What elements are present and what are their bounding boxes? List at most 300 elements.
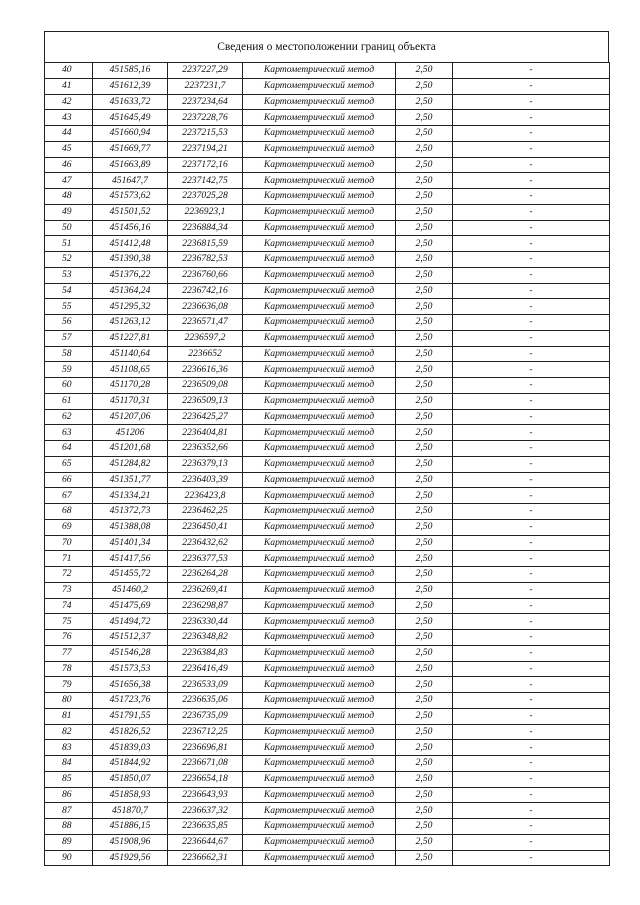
cell-coordinate-y: 2236635,85	[168, 819, 243, 835]
cell-coordinate-x: 451886,15	[93, 819, 168, 835]
cell-point-number: 63	[45, 425, 93, 441]
cell-precision: 2,50	[396, 661, 453, 677]
table-row	[45, 787, 610, 803]
cell-coordinate-x: 451201,68	[93, 441, 168, 457]
cell-description: -	[453, 614, 610, 630]
cell-method: Картометрический метод	[243, 110, 396, 126]
cell-precision: 2,50	[396, 834, 453, 850]
cell-point-number: 40	[45, 63, 93, 79]
cell-method: Картометрический метод	[243, 141, 396, 157]
cell-method: Картометрический метод	[243, 94, 396, 110]
cell-description: -	[453, 267, 610, 283]
cell-coordinate-y: 2236597,2	[168, 330, 243, 346]
cell-point-number: 66	[45, 472, 93, 488]
cell-precision: 2,50	[396, 519, 453, 535]
cell-coordinate-x: 451839,03	[93, 740, 168, 756]
cell-coordinate-x: 451870,7	[93, 803, 168, 819]
table-row	[45, 299, 610, 315]
document-sheet	[44, 31, 609, 866]
cell-coordinate-y: 2236742,16	[168, 283, 243, 299]
cell-precision: 2,50	[396, 645, 453, 661]
cell-precision: 2,50	[396, 141, 453, 157]
table-row	[45, 409, 610, 425]
cell-description: -	[453, 661, 610, 677]
table-row	[45, 141, 610, 157]
cell-description: -	[453, 252, 610, 268]
cell-description: -	[453, 551, 610, 567]
cell-method: Картометрический метод	[243, 267, 396, 283]
cell-point-number: 65	[45, 456, 93, 472]
cell-point-number: 56	[45, 315, 93, 331]
table-row	[45, 567, 610, 583]
cell-coordinate-x: 451633,72	[93, 94, 168, 110]
cell-method: Картометрический метод	[243, 677, 396, 693]
table-row	[45, 126, 610, 142]
cell-method: Картометрический метод	[243, 472, 396, 488]
cell-description: -	[453, 724, 610, 740]
cell-method: Картометрический метод	[243, 756, 396, 772]
cell-coordinate-y: 2237025,28	[168, 189, 243, 205]
cell-method: Картометрический метод	[243, 819, 396, 835]
cell-description: -	[453, 126, 610, 142]
cell-method: Картометрический метод	[243, 535, 396, 551]
table-row	[45, 661, 610, 677]
cell-description: -	[453, 236, 610, 252]
table-row	[45, 803, 610, 819]
cell-point-number: 61	[45, 393, 93, 409]
cell-coordinate-y: 2236404,81	[168, 425, 243, 441]
cell-coordinate-y: 2237231,7	[168, 78, 243, 94]
table-row	[45, 94, 610, 110]
cell-method: Картометрический метод	[243, 78, 396, 94]
cell-coordinate-x: 451455,72	[93, 567, 168, 583]
cell-point-number: 64	[45, 441, 93, 457]
cell-point-number: 81	[45, 708, 93, 724]
cell-coordinate-x: 451645,49	[93, 110, 168, 126]
cell-coordinate-x: 451206	[93, 425, 168, 441]
cell-coordinate-x: 451660,94	[93, 126, 168, 142]
cell-method: Картометрический метод	[243, 425, 396, 441]
cell-method: Картометрический метод	[243, 63, 396, 79]
cell-point-number: 42	[45, 94, 93, 110]
cell-coordinate-y: 2237234,64	[168, 94, 243, 110]
cell-coordinate-x: 451364,24	[93, 283, 168, 299]
cell-coordinate-x: 451460,2	[93, 582, 168, 598]
cell-precision: 2,50	[396, 378, 453, 394]
cell-point-number: 82	[45, 724, 93, 740]
cell-precision: 2,50	[396, 456, 453, 472]
cell-coordinate-y: 2236403,39	[168, 472, 243, 488]
cell-description: -	[453, 472, 610, 488]
cell-method: Картометрический метод	[243, 803, 396, 819]
cell-method: Картометрический метод	[243, 834, 396, 850]
cell-point-number: 57	[45, 330, 93, 346]
cell-precision: 2,50	[396, 582, 453, 598]
cell-precision: 2,50	[396, 236, 453, 252]
cell-description: -	[453, 63, 610, 79]
cell-coordinate-y: 2236533,09	[168, 677, 243, 693]
cell-point-number: 45	[45, 141, 93, 157]
cell-coordinate-x: 451207,06	[93, 409, 168, 425]
cell-method: Картометрический метод	[243, 771, 396, 787]
cell-precision: 2,50	[396, 78, 453, 94]
cell-method: Картометрический метод	[243, 173, 396, 189]
table-row	[45, 378, 610, 394]
cell-coordinate-y: 2236571,47	[168, 315, 243, 331]
table-row	[45, 645, 610, 661]
cell-point-number: 83	[45, 740, 93, 756]
cell-description: -	[453, 504, 610, 520]
cell-coordinate-x: 451573,62	[93, 189, 168, 205]
cell-point-number: 52	[45, 252, 93, 268]
cell-coordinate-x: 451372,73	[93, 504, 168, 520]
cell-coordinate-y: 2236264,28	[168, 567, 243, 583]
cell-point-number: 46	[45, 157, 93, 173]
cell-method: Картометрический метод	[243, 456, 396, 472]
cell-method: Картометрический метод	[243, 551, 396, 567]
cell-method: Картометрический метод	[243, 740, 396, 756]
cell-description: -	[453, 708, 610, 724]
table-row	[45, 330, 610, 346]
cell-point-number: 80	[45, 693, 93, 709]
cell-coordinate-x: 451663,89	[93, 157, 168, 173]
table-row	[45, 472, 610, 488]
cell-precision: 2,50	[396, 850, 453, 866]
cell-point-number: 47	[45, 173, 93, 189]
cell-description: -	[453, 771, 610, 787]
cell-coordinate-y: 2236384,83	[168, 645, 243, 661]
cell-coordinate-x: 451284,82	[93, 456, 168, 472]
table-title: Сведения о местоположении границ объекта	[44, 31, 609, 62]
cell-precision: 2,50	[396, 173, 453, 189]
cell-precision: 2,50	[396, 787, 453, 803]
cell-coordinate-y: 2237142,75	[168, 173, 243, 189]
cell-description: -	[453, 834, 610, 850]
table-row	[45, 283, 610, 299]
cell-precision: 2,50	[396, 771, 453, 787]
cell-coordinate-y: 2236423,8	[168, 488, 243, 504]
cell-coordinate-x: 451850,07	[93, 771, 168, 787]
cell-method: Картометрический метод	[243, 346, 396, 362]
cell-coordinate-y: 2236330,44	[168, 614, 243, 630]
cell-method: Картометрический метод	[243, 126, 396, 142]
boundary-points-table	[44, 62, 610, 866]
cell-coordinate-y: 2236696,81	[168, 740, 243, 756]
cell-precision: 2,50	[396, 535, 453, 551]
table-row	[45, 189, 610, 205]
cell-description: -	[453, 598, 610, 614]
cell-precision: 2,50	[396, 551, 453, 567]
cell-description: -	[453, 346, 610, 362]
cell-coordinate-y: 2237172,16	[168, 157, 243, 173]
cell-point-number: 73	[45, 582, 93, 598]
cell-point-number: 49	[45, 204, 93, 220]
cell-coordinate-y: 2237228,76	[168, 110, 243, 126]
cell-coordinate-y: 2236425,27	[168, 409, 243, 425]
cell-precision: 2,50	[396, 488, 453, 504]
cell-description: -	[453, 315, 610, 331]
cell-precision: 2,50	[396, 157, 453, 173]
cell-description: -	[453, 425, 610, 441]
cell-description: -	[453, 803, 610, 819]
cell-precision: 2,50	[396, 110, 453, 126]
cell-description: -	[453, 756, 610, 772]
cell-description: -	[453, 220, 610, 236]
table-row	[45, 110, 610, 126]
cell-coordinate-y: 2236509,13	[168, 393, 243, 409]
cell-precision: 2,50	[396, 63, 453, 79]
table-row	[45, 362, 610, 378]
cell-point-number: 43	[45, 110, 93, 126]
cell-coordinate-y: 2236352,66	[168, 441, 243, 457]
cell-precision: 2,50	[396, 441, 453, 457]
cell-point-number: 76	[45, 630, 93, 646]
cell-precision: 2,50	[396, 740, 453, 756]
cell-coordinate-x: 451494,72	[93, 614, 168, 630]
cell-coordinate-y: 2236450,41	[168, 519, 243, 535]
cell-precision: 2,50	[396, 330, 453, 346]
table-row	[45, 425, 610, 441]
cell-coordinate-y: 2236884,34	[168, 220, 243, 236]
cell-description: -	[453, 110, 610, 126]
cell-method: Картометрический метод	[243, 661, 396, 677]
cell-coordinate-y: 2236269,41	[168, 582, 243, 598]
cell-coordinate-x: 451390,38	[93, 252, 168, 268]
cell-point-number: 55	[45, 299, 93, 315]
cell-coordinate-y: 2236815,59	[168, 236, 243, 252]
cell-method: Картометрический метод	[243, 598, 396, 614]
table-row	[45, 598, 610, 614]
cell-method: Картометрический метод	[243, 693, 396, 709]
cell-precision: 2,50	[396, 803, 453, 819]
cell-coordinate-y: 2236735,09	[168, 708, 243, 724]
cell-method: Картометрический метод	[243, 236, 396, 252]
cell-description: -	[453, 378, 610, 394]
cell-description: -	[453, 567, 610, 583]
cell-point-number: 51	[45, 236, 93, 252]
cell-point-number: 79	[45, 677, 93, 693]
cell-precision: 2,50	[396, 425, 453, 441]
cell-coordinate-y: 2236923,1	[168, 204, 243, 220]
table-row	[45, 63, 610, 79]
cell-coordinate-x: 451401,34	[93, 535, 168, 551]
cell-point-number: 85	[45, 771, 93, 787]
cell-description: -	[453, 299, 610, 315]
cell-description: -	[453, 441, 610, 457]
cell-precision: 2,50	[396, 598, 453, 614]
cell-coordinate-x: 451908,96	[93, 834, 168, 850]
cell-coordinate-x: 451351,77	[93, 472, 168, 488]
cell-point-number: 59	[45, 362, 93, 378]
cell-coordinate-x: 451723,76	[93, 693, 168, 709]
cell-coordinate-x: 451170,31	[93, 393, 168, 409]
table-row	[45, 693, 610, 709]
cell-coordinate-x: 451647,7	[93, 173, 168, 189]
cell-coordinate-x: 451612,39	[93, 78, 168, 94]
table-row	[45, 519, 610, 535]
cell-description: -	[453, 582, 610, 598]
cell-description: -	[453, 204, 610, 220]
table-row	[45, 740, 610, 756]
cell-description: -	[453, 850, 610, 866]
cell-method: Картометрический метод	[243, 393, 396, 409]
cell-point-number: 90	[45, 850, 93, 866]
cell-precision: 2,50	[396, 409, 453, 425]
cell-point-number: 53	[45, 267, 93, 283]
cell-description: -	[453, 677, 610, 693]
table-row	[45, 724, 610, 740]
cell-description: -	[453, 94, 610, 110]
cell-description: -	[453, 740, 610, 756]
cell-coordinate-x: 451858,93	[93, 787, 168, 803]
cell-precision: 2,50	[396, 630, 453, 646]
cell-precision: 2,50	[396, 677, 453, 693]
table-row	[45, 456, 610, 472]
cell-point-number: 86	[45, 787, 93, 803]
cell-precision: 2,50	[396, 346, 453, 362]
cell-method: Картометрический метод	[243, 645, 396, 661]
table-row	[45, 236, 610, 252]
cell-coordinate-x: 451791,55	[93, 708, 168, 724]
cell-method: Картометрический метод	[243, 441, 396, 457]
cell-point-number: 41	[45, 78, 93, 94]
cell-description: -	[453, 141, 610, 157]
cell-method: Картометрический метод	[243, 362, 396, 378]
cell-method: Картометрический метод	[243, 378, 396, 394]
cell-coordinate-y: 2236432,62	[168, 535, 243, 551]
cell-description: -	[453, 645, 610, 661]
cell-precision: 2,50	[396, 819, 453, 835]
cell-method: Картометрический метод	[243, 330, 396, 346]
cell-precision: 2,50	[396, 708, 453, 724]
cell-coordinate-x: 451573,53	[93, 661, 168, 677]
cell-coordinate-x: 451546,28	[93, 645, 168, 661]
cell-precision: 2,50	[396, 315, 453, 331]
cell-description: -	[453, 488, 610, 504]
cell-point-number: 58	[45, 346, 93, 362]
table-row	[45, 850, 610, 866]
cell-coordinate-y: 2236782,53	[168, 252, 243, 268]
cell-point-number: 68	[45, 504, 93, 520]
cell-method: Картометрический метод	[243, 519, 396, 535]
cell-point-number: 44	[45, 126, 93, 142]
cell-coordinate-x: 451669,77	[93, 141, 168, 157]
table-row	[45, 756, 610, 772]
cell-coordinate-y: 2236652	[168, 346, 243, 362]
cell-description: -	[453, 819, 610, 835]
cell-description: -	[453, 456, 610, 472]
cell-method: Картометрический метод	[243, 504, 396, 520]
table-row	[45, 535, 610, 551]
cell-method: Картометрический метод	[243, 157, 396, 173]
cell-point-number: 54	[45, 283, 93, 299]
cell-method: Картометрический метод	[243, 252, 396, 268]
cell-precision: 2,50	[396, 504, 453, 520]
cell-description: -	[453, 157, 610, 173]
cell-coordinate-y: 2236637,32	[168, 803, 243, 819]
cell-precision: 2,50	[396, 189, 453, 205]
cell-method: Картометрический метод	[243, 189, 396, 205]
cell-method: Картометрический метод	[243, 299, 396, 315]
cell-point-number: 70	[45, 535, 93, 551]
cell-point-number: 67	[45, 488, 93, 504]
cell-precision: 2,50	[396, 204, 453, 220]
table-row	[45, 220, 610, 236]
cell-coordinate-y: 2236654,18	[168, 771, 243, 787]
table-row	[45, 551, 610, 567]
cell-coordinate-y: 2237194,21	[168, 141, 243, 157]
cell-point-number: 71	[45, 551, 93, 567]
cell-coordinate-x: 451929,56	[93, 850, 168, 866]
cell-description: -	[453, 330, 610, 346]
cell-precision: 2,50	[396, 283, 453, 299]
cell-coordinate-x: 451227,81	[93, 330, 168, 346]
cell-coordinate-x: 451170,28	[93, 378, 168, 394]
cell-coordinate-x: 451656,38	[93, 677, 168, 693]
cell-description: -	[453, 283, 610, 299]
cell-coordinate-x: 451512,37	[93, 630, 168, 646]
cell-coordinate-x: 451376,22	[93, 267, 168, 283]
cell-coordinate-y: 2236509,08	[168, 378, 243, 394]
table-row	[45, 346, 610, 362]
cell-description: -	[453, 393, 610, 409]
cell-coordinate-y: 2236712,25	[168, 724, 243, 740]
cell-coordinate-y: 2236462,25	[168, 504, 243, 520]
cell-description: -	[453, 519, 610, 535]
cell-point-number: 62	[45, 409, 93, 425]
cell-point-number: 60	[45, 378, 93, 394]
cell-description: -	[453, 78, 610, 94]
cell-coordinate-x: 451334,21	[93, 488, 168, 504]
cell-coordinate-y: 2236616,36	[168, 362, 243, 378]
cell-method: Картометрический метод	[243, 614, 396, 630]
cell-precision: 2,50	[396, 567, 453, 583]
cell-point-number: 77	[45, 645, 93, 661]
cell-coordinate-y: 2236760,66	[168, 267, 243, 283]
cell-method: Картометрический метод	[243, 630, 396, 646]
cell-coordinate-x: 451475,69	[93, 598, 168, 614]
cell-method: Картометрический метод	[243, 220, 396, 236]
cell-coordinate-y: 2236298,87	[168, 598, 243, 614]
cell-coordinate-x: 451501,52	[93, 204, 168, 220]
cell-coordinate-x: 451585,16	[93, 63, 168, 79]
cell-coordinate-y: 2236635,06	[168, 693, 243, 709]
cell-coordinate-y: 2237215,53	[168, 126, 243, 142]
cell-coordinate-y: 2236643,93	[168, 787, 243, 803]
cell-precision: 2,50	[396, 472, 453, 488]
cell-precision: 2,50	[396, 94, 453, 110]
cell-coordinate-y: 2236644,67	[168, 834, 243, 850]
cell-point-number: 69	[45, 519, 93, 535]
cell-precision: 2,50	[396, 220, 453, 236]
cell-description: -	[453, 409, 610, 425]
cell-precision: 2,50	[396, 299, 453, 315]
cell-description: -	[453, 189, 610, 205]
cell-method: Картометрический метод	[243, 488, 396, 504]
cell-precision: 2,50	[396, 393, 453, 409]
table-row	[45, 614, 610, 630]
cell-coordinate-x: 451844,92	[93, 756, 168, 772]
cell-coordinate-y: 2236671,08	[168, 756, 243, 772]
cell-method: Картометрический метод	[243, 582, 396, 598]
table-row	[45, 441, 610, 457]
table-row	[45, 252, 610, 268]
cell-coordinate-x: 451417,56	[93, 551, 168, 567]
cell-description: -	[453, 173, 610, 189]
table-row	[45, 173, 610, 189]
table-row	[45, 582, 610, 598]
cell-point-number: 87	[45, 803, 93, 819]
